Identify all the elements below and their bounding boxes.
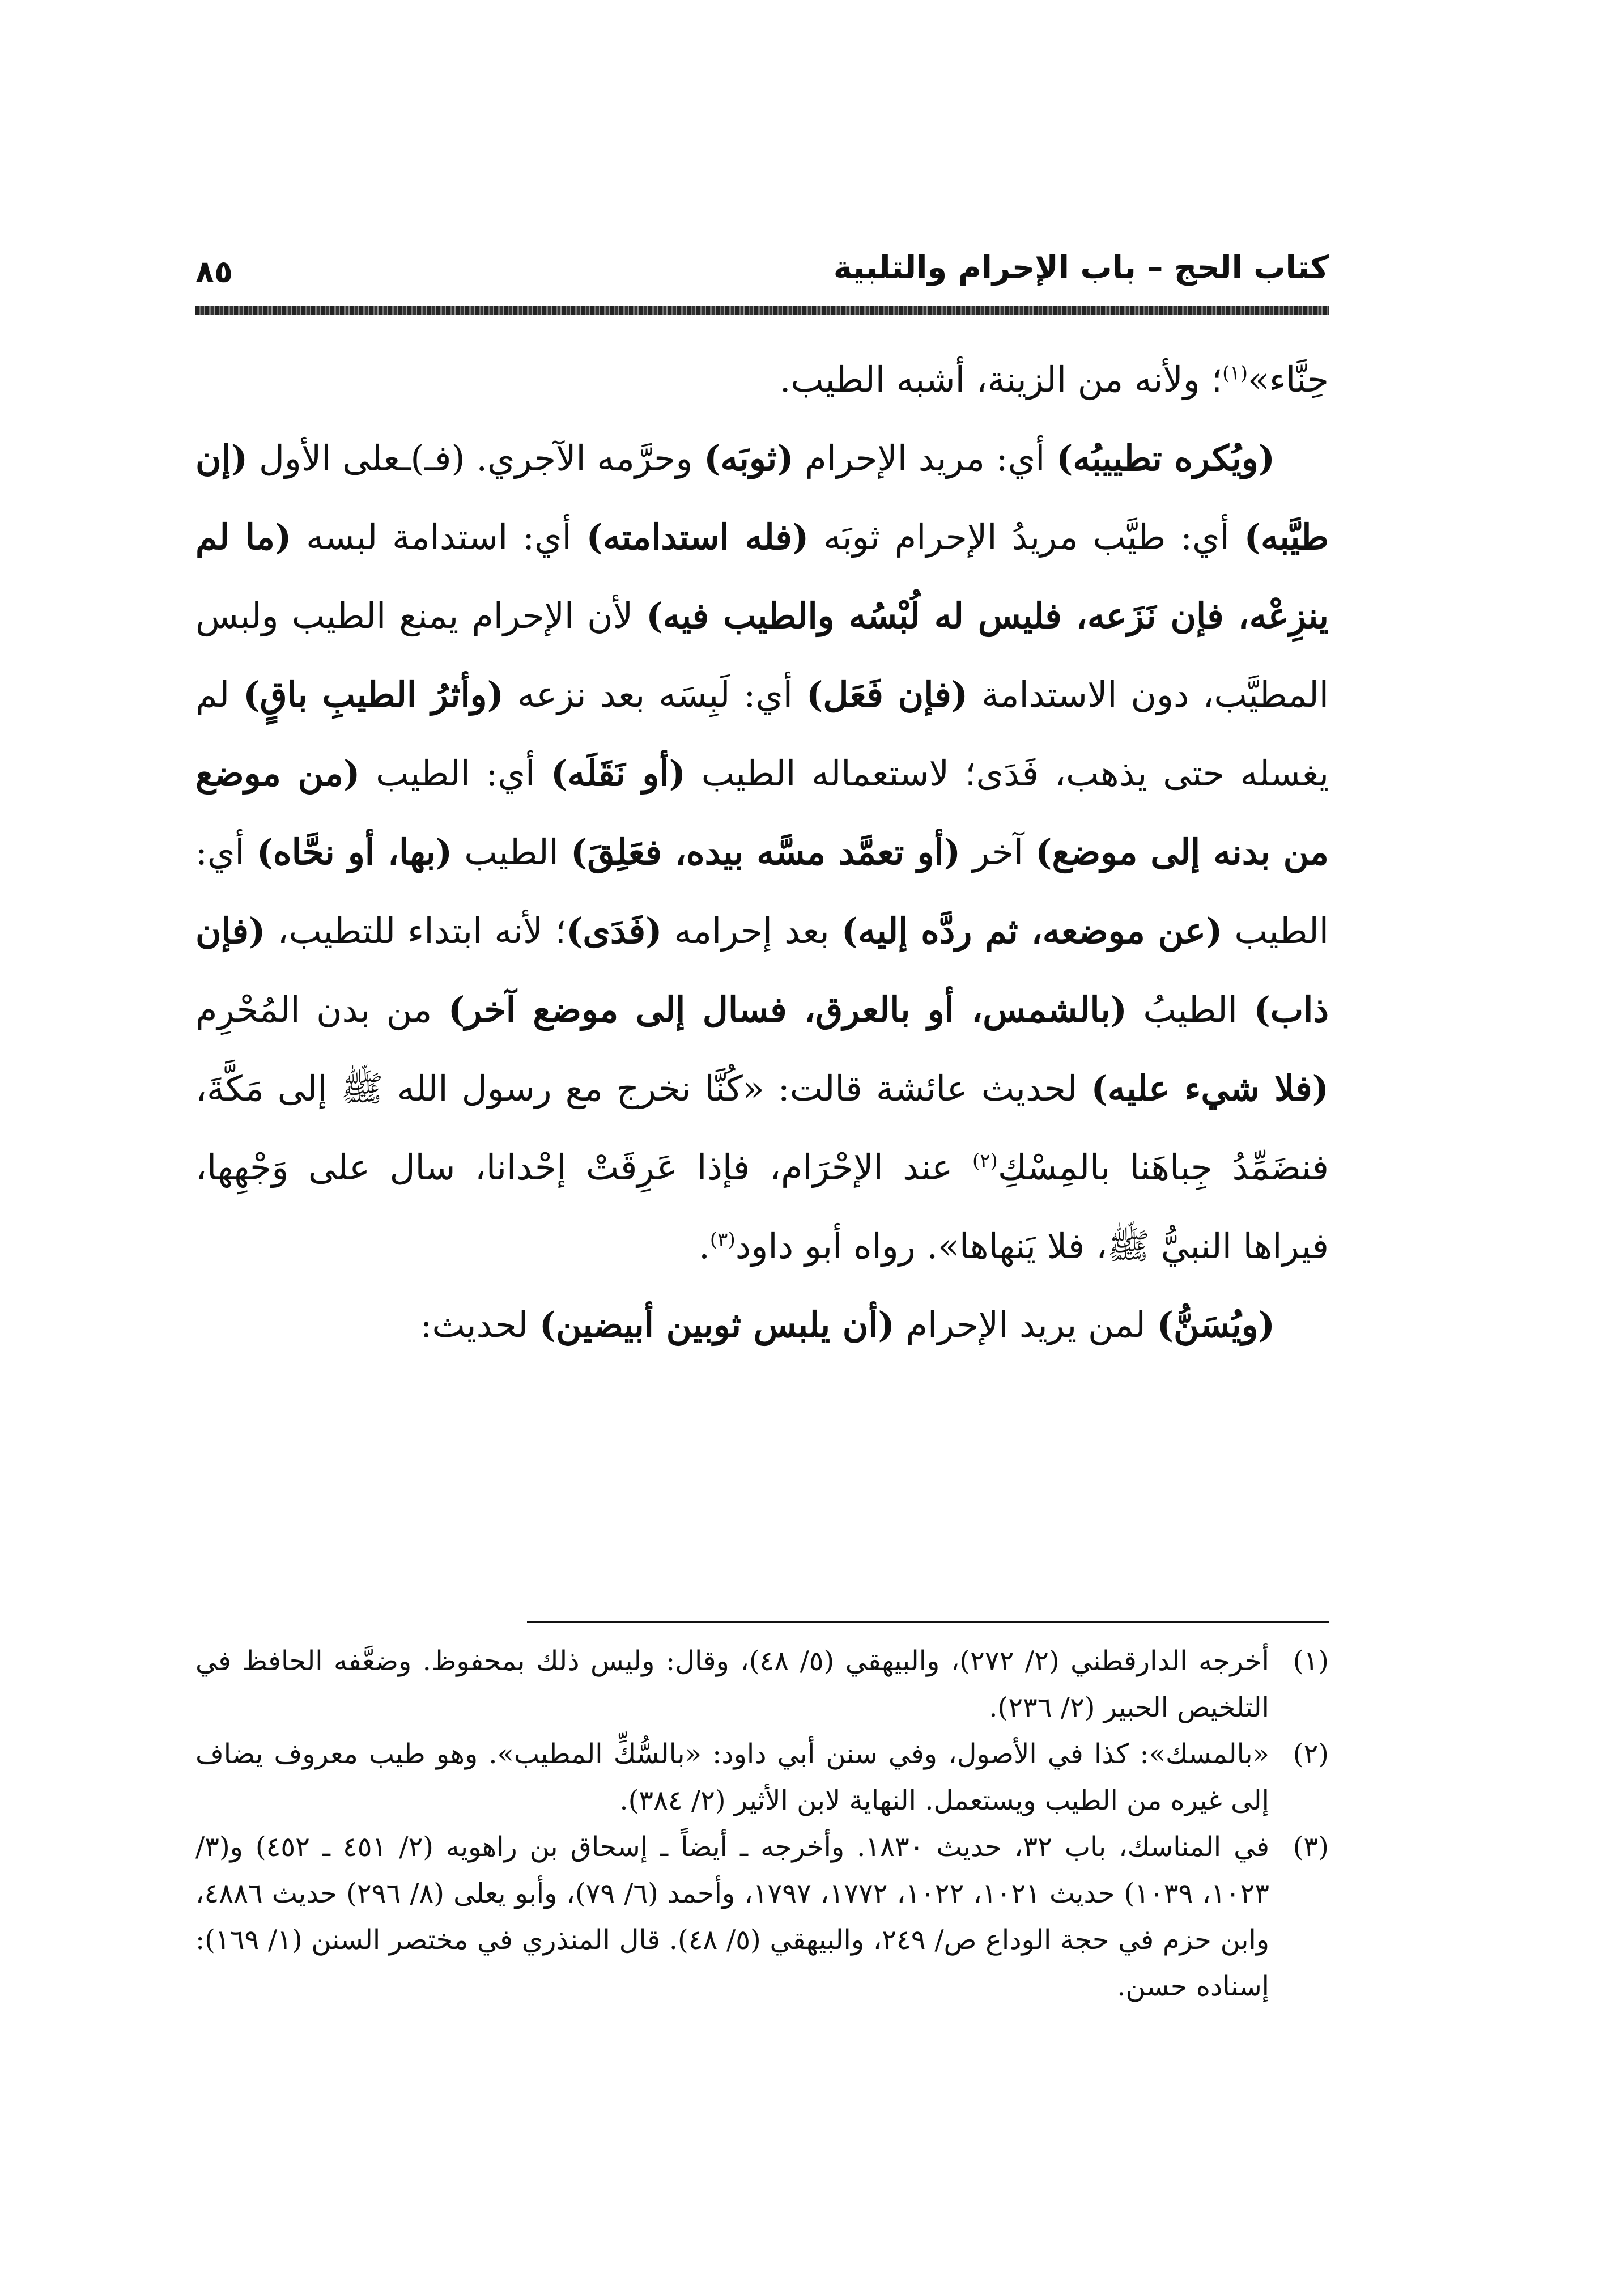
footnote-text: «بالمسك»: كذا في الأصول، وفي سنن أبي داود: «بالسُّكِّ المطيب». وهو طيب معروف يضاف إلى غيره من الطيب ويستعمل. النهاية لابن الأثير (٢/ ٣٨٤).: [195, 1738, 1270, 1816]
matn-bold: (إن طيَّبه): [195, 438, 1329, 558]
text-span: لحديث عائشة قالت: «كُنَّا نخرج مع رسول الله ﷺ إلى مَكَّةَ، فنضَمِّدُ جِباهَنا بالمِسْكِ: [195, 1068, 1329, 1188]
paragraph-1: [195, 340, 1329, 419]
text-span: حِنَّاء»: [1247, 359, 1329, 400]
matn-bold: (ما لم ينزِعْه، فإن نَزَعه، فليس له لُبْسُه والطيب فيه): [195, 516, 1329, 636]
paragraph-2: [195, 419, 1329, 1285]
text-span: أي: مريد الإحرام: [793, 438, 1057, 479]
text-span: أي: لَبِسَه بعد نزعه: [503, 674, 806, 715]
text-span: الطيب: [452, 831, 571, 873]
text-span: بعد إحرامه: [662, 910, 841, 952]
footnote-text: أخرجه الدارقطني (٢/ ٢٧٢)، والبيهقي (٥/ ٤٨)، وقال: وليس ذلك بمحفوظ. وضعَّفه الحافظ في التلخيص الحبير (٢/ ٢٣٦).: [195, 1645, 1269, 1723]
footnote-3: [195, 1824, 1329, 2010]
text-span: عند الإحْرَام، فإذا عَرِقَتْ إحْدانا، سال على وَجْهِها، فيراها النبيُّ ﷺ، فلا يَنهاها». رواه أبو داود: [195, 1146, 1329, 1267]
footnote-ref-3: (٣): [709, 1228, 736, 1251]
running-title: كتاب الحج – باب الإحرام والتلبية: [833, 249, 1329, 286]
matn-bold: (عن موضعه، ثم ردَّه إليه): [841, 910, 1223, 952]
matn-bold: (فإن فَعَل): [806, 674, 968, 715]
text-span: لمن يريد الإحرام: [894, 1304, 1157, 1345]
text-span: لم يغسله حتى يذهب، فَدَى؛ لاستعماله الطيب: [195, 674, 1329, 794]
text-span: ؛ ولأنه من الزينة، أشبه الطيب.: [779, 359, 1223, 400]
matn-bold: (ويُسَنُّ): [1157, 1304, 1275, 1345]
text-span: أي: طيَّب مريدُ الإحرام ثوبَه: [809, 516, 1244, 558]
text-span: أي: الطيب: [195, 831, 1329, 952]
text-span: من بدن المُحْرِم: [195, 989, 448, 1030]
matn-bold: (أن يلبس ثوبين أبيضين): [539, 1304, 895, 1345]
matn-bold: (ويُكره تطييبُه): [1056, 438, 1275, 479]
matn-bold: (فَدَى): [566, 910, 662, 952]
matn-bold: (فلا شيء عليه): [1091, 1068, 1329, 1109]
footnote-number: (٢): [1293, 1738, 1329, 1770]
text-span: آخر: [960, 831, 1036, 873]
footnote-separator: [527, 1621, 1329, 1623]
matn-bold: (أو نَقَلَه): [551, 753, 686, 794]
page-header: [195, 249, 1329, 300]
main-text: [195, 340, 1329, 1364]
matn-bold: (فله استدامته): [586, 516, 809, 558]
matn-bold: (بها، أو نحَّاه): [256, 831, 453, 873]
paragraph-3: [195, 1285, 1329, 1364]
matn-bold: (من موضع من بدنه إلى موضع): [195, 753, 1329, 873]
text-span: أي: استدامة لبسه: [291, 516, 586, 558]
footnote-ref-2: (٢): [972, 1149, 998, 1173]
page-number: ٨٥: [195, 254, 233, 290]
matn-bold: (وأثرُ الطيبِ باقٍ): [243, 674, 504, 715]
text-span: لأن الإحرام يمنع الطيب ولبس المطيَّب، دون الاستدامة: [195, 595, 1329, 715]
footnote-1: [195, 1638, 1329, 1731]
matn-bold: (ثوبَه): [704, 438, 794, 479]
header-rule: [195, 306, 1329, 315]
footnote-number: (١): [1293, 1645, 1329, 1677]
matn-bold: (أو تعمَّد مسَّه بيده، فعَلِقَ): [571, 831, 961, 873]
text-span: الطيبُ: [1126, 989, 1254, 1030]
footnote-number: (٣): [1293, 1831, 1329, 1863]
text-span: أي: الطيب: [360, 753, 551, 794]
footnotes: [195, 1638, 1329, 2010]
footnote-ref-1: (١): [1222, 362, 1248, 385]
text-span: وحرَّمه الآجري. (فـ)ـعلى الأول: [248, 438, 704, 479]
text-span: ؛ لأنه ابتداء للتطيب،: [265, 910, 567, 952]
text-span: لحديث:: [420, 1304, 539, 1345]
text-span: .: [699, 1225, 710, 1267]
matn-bold: (بالشمس، أو بالعرق، فسال إلى موضع آخر): [448, 989, 1127, 1030]
footnote-2: [195, 1731, 1329, 1824]
footnote-text: في المناسك، باب ٣٢، حديث ١٨٣٠. وأخرجه ـ أيضاً ـ إسحاق بن راهويه (٢/ ٤٥١ ـ ٤٥٢) و(٣/ ١٠٢٣، ١٠٣٩) حديث ١٠٢١، ١٠٢٢، ١٧٧٢، ١٧٩٧، وأحمد (٦/ ٧٩)، وأبو يعلى (٨/ ٢٩٦) حديث ٤٨٨٦، وابن حزم في حجة الوداع ص/ ٢٤٩، والبيهقي (٥/ ٤٨). قال المنذري في مختصر السنن (١/ ١٦٩): إسناده حسن.: [195, 1831, 1270, 2002]
matn-bold: (فإن ذاب): [195, 910, 1329, 1030]
